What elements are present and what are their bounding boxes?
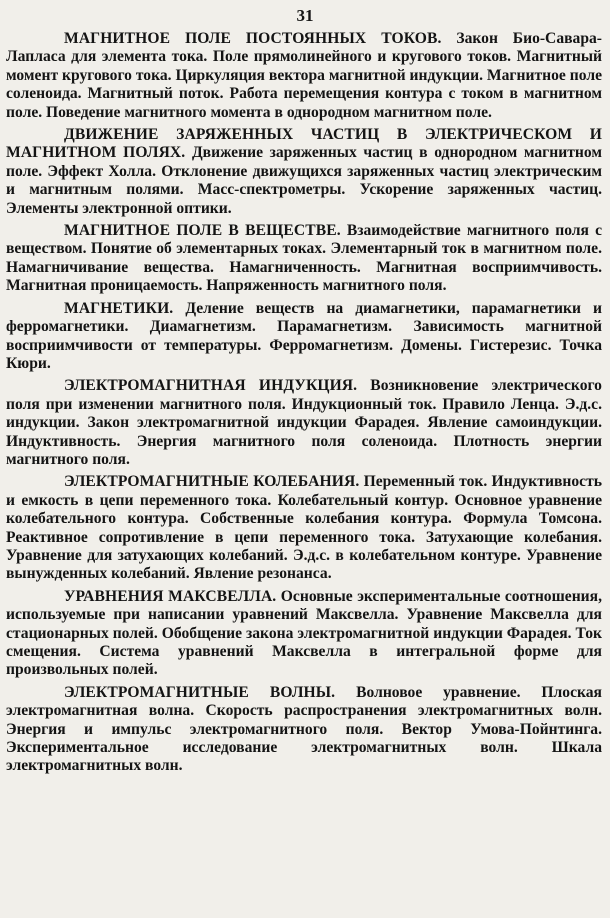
section-text: Взаимодействие магнитного поля с веществом. Понятие об элементарных токах. Элементарный ток в магнитном поле. Намагничивание вещества. Намагниченность. Магнитная восприимчивость. Магнитная проницаемость. Напряженность магнитного поля. bbox=[6, 222, 602, 295]
page-number: 31 bbox=[296, 6, 314, 25]
section-charged-particles bbox=[6, 126, 602, 218]
section-text: Возникновение электрического поля при изменении магнитного поля. Индукционный ток. Правило Ленца. Э.д.с. индукции. Закон электромагнитной индукции Фарадея. Явление самоиндукции. Индуктивность. Энергия магнитного поля соленоида. Плотность энергии магнитного поля. bbox=[6, 377, 602, 468]
section-em-waves bbox=[6, 684, 602, 776]
section-text: Движение заряженных частиц в однородном магнитном поле. Эффект Холла. Отклонение движущихся заряженных частиц электрическим и магнитным полями. Масс-спектрометры. Ускорение заряженных частиц. Элементы электронной оптики. bbox=[6, 144, 602, 217]
section-title: МАГНЕТИКИ. bbox=[64, 299, 174, 317]
section-text: Деление веществ на диамагнетики, парамагнетики и ферромагнетики. Диамагнетизм. Парамагнетизм. Зависимость магнитной восприимчивости от температуры. Ферромагнетизм. Домены. Гистерезис. Точка Кюри. bbox=[6, 299, 602, 372]
section-magnetic-field-matter bbox=[6, 222, 602, 296]
section-title: ДВИЖЕНИЕ ЗАРЯЖЕННЫХ ЧАСТИЦ В ЭЛЕКТРИЧЕСКОМ И МАГНИТНОМ ПОЛЯХ. bbox=[6, 126, 602, 162]
section-magnetic-field-dc bbox=[6, 30, 602, 122]
section-text: Закон Био-Савара-Лапласа для элемента тока. Поле прямолинейного и кругового токов. Магнитный момент кругового тока. Циркуляция вектора магнитной индукции. Магнитное поле соленоида. Магнитный поток. Работа перемещения контура с током в магнитном поле. Поведение магнитного момента в однородном магнитном поле. bbox=[6, 30, 602, 121]
section-magnetics bbox=[6, 300, 602, 374]
section-em-oscillations bbox=[6, 473, 602, 583]
section-text: Волновое уравнение. Плоская электромагнитная волна. Скорость распространения электромагнитных волн. Энергия и импульс электромагнитного поля. Вектор Умова-Пойнтинга. Экспериментальное исследование электромагнитных волн. Шкала электромагнитных волн. bbox=[6, 683, 602, 775]
section-em-induction bbox=[6, 377, 602, 469]
section-title: ЭЛЕКТРОМАГНИТНЫЕ КОЛЕБАНИЯ. bbox=[64, 473, 360, 491]
section-maxwell-equations bbox=[6, 588, 602, 680]
section-text: Основные экспериментальные соотношения, используемые при написании уравнений Максвелла. Уравнение Максвелла для стационарных полей. Обобщение закона электромагнитной индукции Фарадея. Ток смещения. Система уравнений Максвелла в интегральной форме для произвольных полей. bbox=[6, 587, 602, 679]
syllabus-body bbox=[6, 30, 602, 780]
section-title: УРАВНЕНИЯ МАКСВЕЛЛА. bbox=[64, 587, 277, 605]
section-text: Переменный ток. Индуктивность и емкость в цепи переменного тока. Колебательный контур. Основное уравнение колебательного контура. Собственные колебания контура. Формула Томсона. Реактивное сопротивление в цепи переменного тока. Затухающие колебания. Уравнение для затухающих колебаний. Э.д.с. в колебательном контуре. Уравнение вынужденных колебаний. Явление резонанса. bbox=[6, 473, 602, 583]
section-title: МАГНИТНОЕ ПОЛЕ ПОСТОЯННЫХ ТОКОВ. bbox=[64, 30, 442, 47]
section-title: ЭЛЕКТРОМАГНИТНЫЕ ВОЛНЫ. bbox=[64, 683, 336, 701]
section-title: ЭЛЕКТРОМАГНИТНАЯ ИНДУКЦИЯ. bbox=[64, 377, 358, 395]
section-title: МАГНИТНОЕ ПОЛЕ В ВЕЩЕСТВЕ. bbox=[64, 222, 341, 240]
